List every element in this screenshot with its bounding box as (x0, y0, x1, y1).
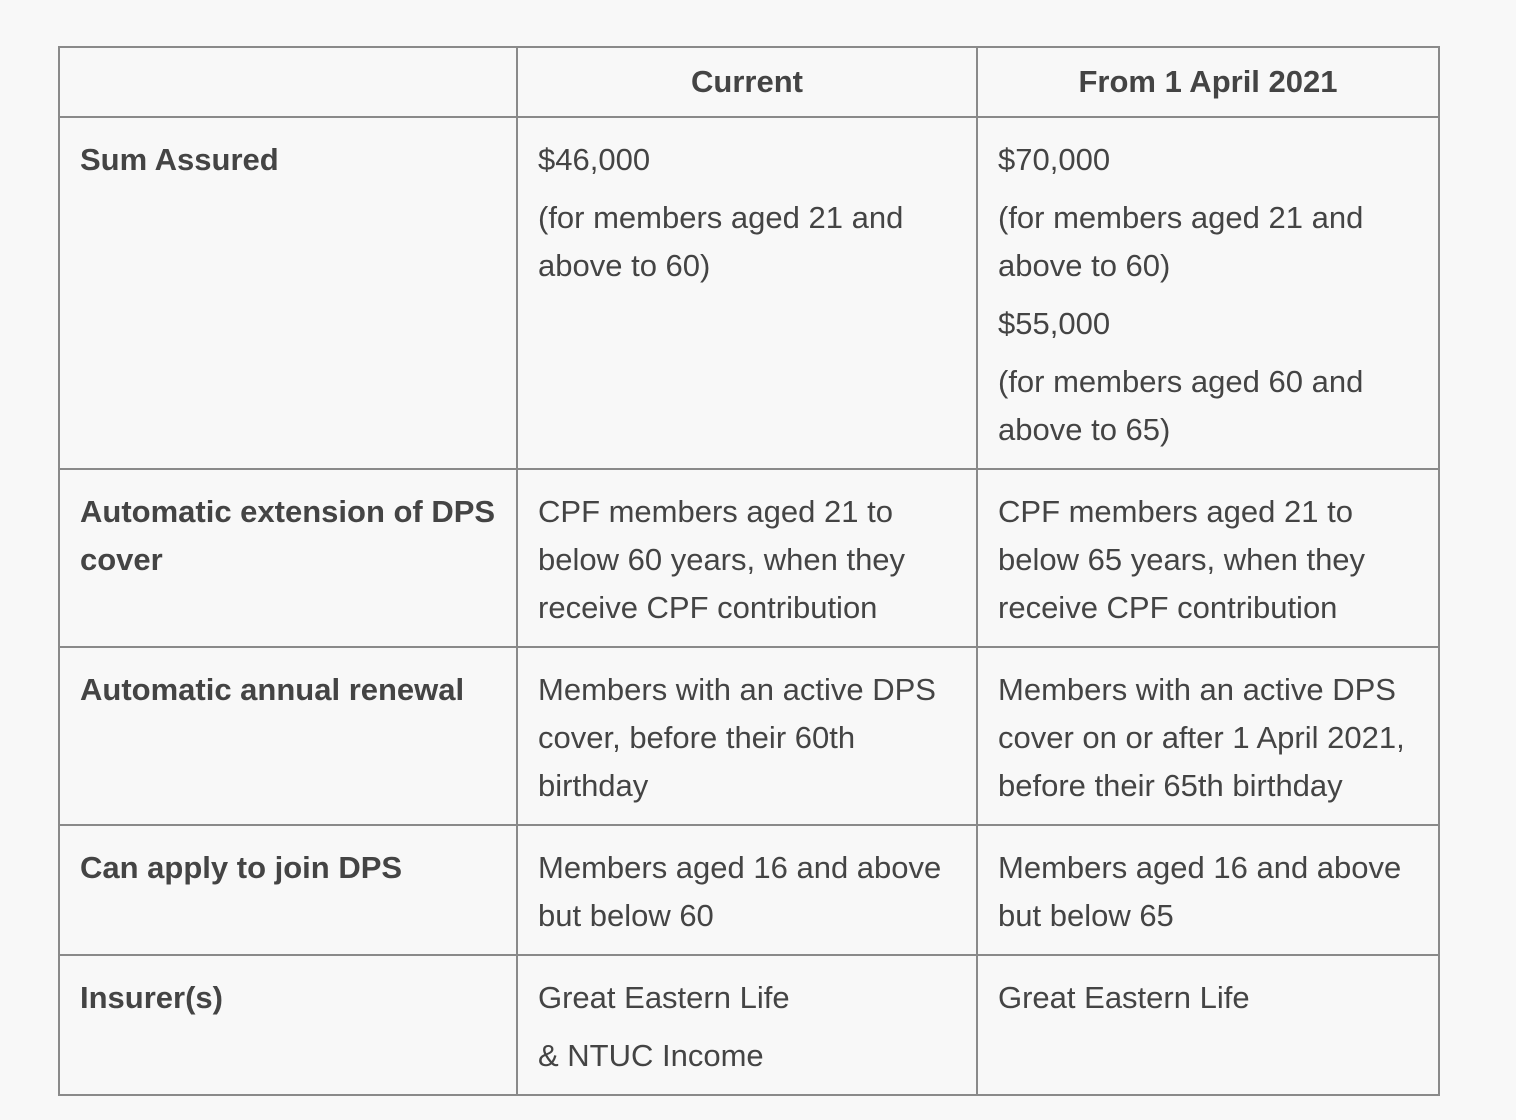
row-label-sum-assured: Sum Assured (59, 117, 517, 469)
row-label-automatic-annual-renewal: Automatic annual renewal (59, 647, 517, 825)
row-sum-assured (59, 117, 1439, 469)
cell-can-apply-from-2021 (977, 825, 1439, 955)
header-from-1-april-2021: From 1 April 2021 (977, 47, 1439, 117)
cell-automatic-extension-current (517, 469, 977, 647)
cell-text: $70,000 (998, 142, 1111, 177)
cell-text: (for members aged 60 and above to 65) (998, 364, 1364, 447)
cell-can-apply-current (517, 825, 977, 955)
cell-text: Members aged 16 and above but below 60 (538, 850, 942, 933)
dps-comparison-table (58, 46, 1440, 1096)
cell-automatic-annual-renewal-from-2021 (977, 647, 1439, 825)
row-label-insurers: Insurer(s) (59, 955, 517, 1095)
cell-text: $46,000 (538, 142, 651, 177)
cell-text: CPF members aged 21 to below 65 years, when they receive CPF contribution (998, 494, 1366, 625)
cell-text: (for members aged 21 and above to 60) (998, 200, 1364, 283)
row-automatic-annual-renewal (59, 647, 1439, 825)
header-row (59, 47, 1439, 117)
cell-automatic-annual-renewal-current (517, 647, 977, 825)
row-label-can-apply-to-join: Can apply to join DPS (59, 825, 517, 955)
row-label-automatic-extension: Automatic extension of DPS cover (59, 469, 517, 647)
cell-text: Members with an active DPS cover, before their 60th birthday (538, 672, 936, 803)
comparison-table-container (58, 46, 1438, 1096)
cell-sum-assured-from-2021 (977, 117, 1439, 469)
cell-text: (for members aged 21 and above to 60) (538, 200, 904, 283)
row-automatic-extension (59, 469, 1439, 647)
header-empty (59, 47, 517, 117)
cell-text: $55,000 (998, 306, 1111, 341)
row-can-apply-to-join (59, 825, 1439, 955)
cell-text: Members aged 16 and above but below 65 (998, 850, 1402, 933)
cell-text: Great Eastern Life (538, 980, 790, 1015)
cell-sum-assured-current (517, 117, 977, 469)
cell-automatic-extension-from-2021 (977, 469, 1439, 647)
header-current: Current (517, 47, 977, 117)
cell-text: Great Eastern Life (998, 980, 1250, 1015)
cell-text: & NTUC Income (538, 1038, 764, 1073)
cell-insurers-from-2021 (977, 955, 1439, 1095)
cell-text: Members with an active DPS cover on or after 1 April 2021, before their 65th birthday (998, 672, 1405, 803)
cell-text: CPF members aged 21 to below 60 years, when they receive CPF contribution (538, 494, 906, 625)
cell-insurers-current (517, 955, 977, 1095)
row-insurers (59, 955, 1439, 1095)
